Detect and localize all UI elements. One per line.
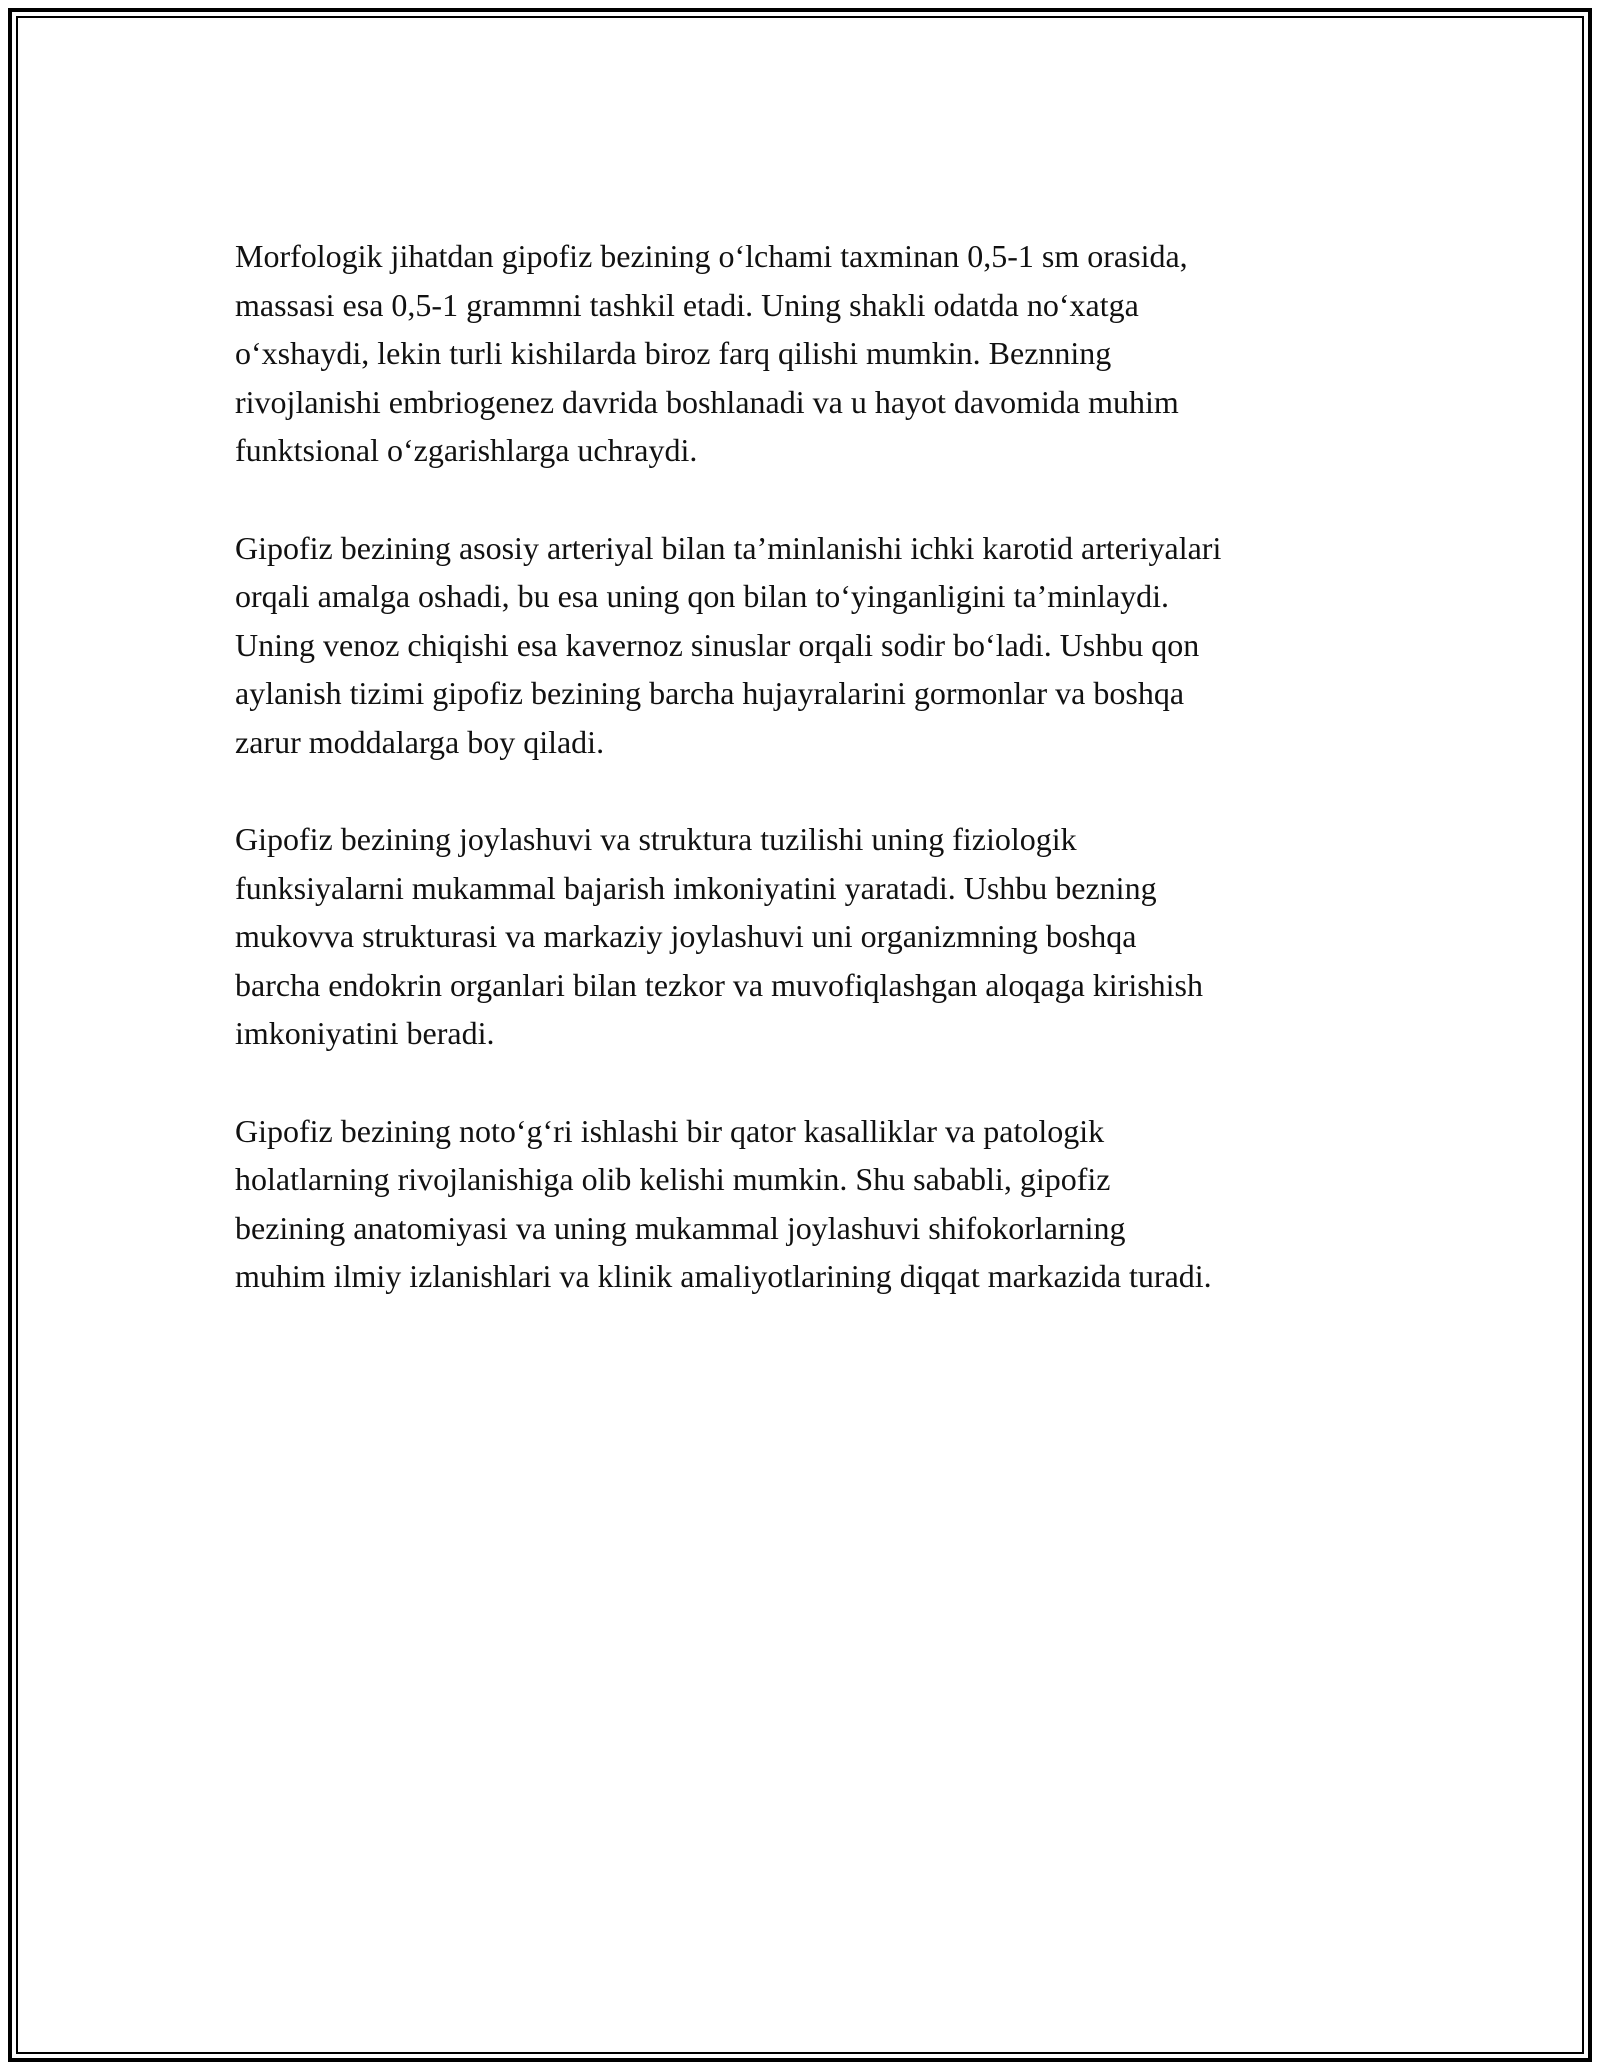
paragraph-2 (235, 524, 1385, 767)
paragraph-4 (235, 1107, 1385, 1301)
text-line: o‘xshaydi, lekin turli kishilarda biroz farq qilishi mumkin. Beznning (235, 335, 1112, 371)
text-line: muhim ilmiy izlanishlari va klinik amaliyotlarining diqqat markazida turadi. (235, 1258, 1212, 1294)
text-line: barcha endokrin organlari bilan tezkor va muvofiqlashgan aloqaga kirishish (235, 966, 1203, 1003)
text-line: Gipofiz bezining noto‘g‘ri ishlashi bir qator kasalliklar va patologik (235, 1112, 1105, 1149)
text-line: rivojlanishi embriogenez davrida boshlanadi va u hayot davomida muhim (235, 383, 1179, 420)
text-line: funksiyalarni mukammal bajarish imkoniyatini yaratadi. Ushbu bezning (235, 869, 1157, 906)
text-line: holatlarning rivojlanishiga olib kelishi mumkin. Shu sababli, gipofiz (235, 1161, 1111, 1197)
text-line: Gipofiz bezining asosiy arteriyal bilan ta’minlanishi ichki karotid arteriyalari (235, 529, 1222, 566)
text-line: imkoniyatini beradi. (235, 1015, 495, 1051)
text-line: Gipofiz bezining joylashuvi va struktura tuzilishi uning fiziologik (235, 821, 1077, 857)
text-line: zarur moddalarga boy qiladi. (235, 723, 605, 760)
text-line: orqali amalga oshadi, bu esa uning qon bilan to‘yinganligini ta’minlaydi. (235, 578, 1170, 614)
paragraph-1 (235, 232, 1385, 475)
text-line: Morfologik jihatdan gipofiz bezining o‘lchami taxminan 0,5-1 sm orasida, (235, 238, 1188, 274)
text-line: aylanish tizimi gipofiz bezining barcha hujayralarini gormonlar va boshqa (235, 675, 1185, 711)
text-line: Uning venoz chiqishi esa kavernoz sinuslar orqali sodir bo‘ladi. Ushbu qon (235, 626, 1200, 663)
text-line: massasi esa 0,5-1 grammni tashkil etadi. Uning shakli odatda no‘xatga (235, 286, 1139, 323)
text-line: mukovva strukturasi va markaziy joylashuvi uni organizmning boshqa (235, 918, 1137, 954)
text-line: bezining anatomiyasi va uning mukammal joylashuvi shifokorlarning (235, 1209, 1126, 1246)
paragraph-3 (235, 815, 1385, 1058)
document-body (235, 232, 1385, 1350)
text-line: funktsional o‘zgarishlarga uchraydi. (235, 432, 698, 468)
